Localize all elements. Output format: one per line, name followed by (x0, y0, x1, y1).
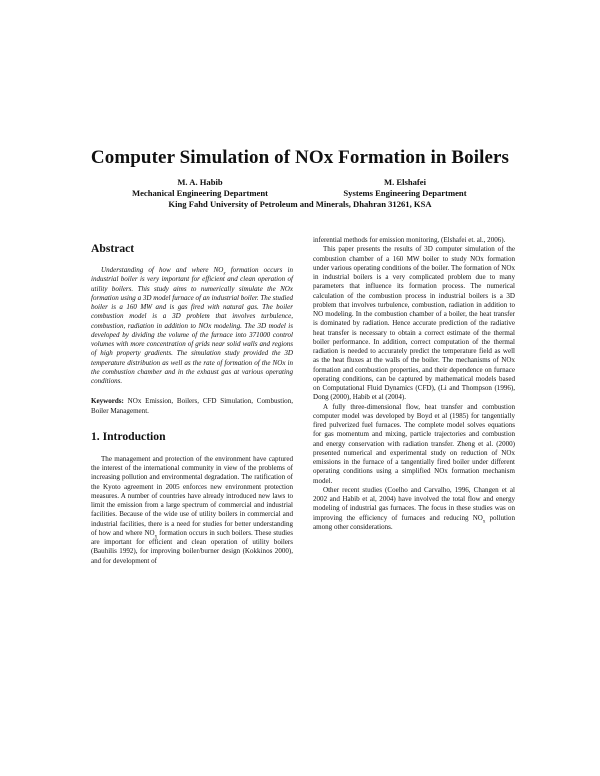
introduction-heading: 1. Introduction (91, 429, 166, 443)
abstract-heading: Abstract (91, 242, 135, 255)
author-department: Systems Engineering Department (343, 188, 467, 198)
institution: King Fahd University of Petroleum and Minerals, Dhahran 31261, KSA (168, 199, 432, 209)
right-paragraph-0: inferential methods for emission monitoring, (Elshafei et. al., 2006). (313, 236, 506, 244)
paper-title: Computer Simulation of NOx Formation in Boilers (90, 147, 510, 168)
keywords-label: Keywords: (91, 397, 124, 406)
right-paragraph-1: This paper presents the results of 3D computer simulation of the combustion chamber of a 160 MW boiler to study NOx formation under various operating conditions of the boiler. The formation of NOx in industrial boilers is a very complicated problem due to many parameters that influence its formation process. The numerical calculation of the combustion process in industrial boilers is a 3D problem that involves turbulence, combustion, radiation in addition to NO modeling. In the combustion chamber of a boiler, the heat transfer is dominated by radiation. Hence accurate prediction of the radiative heat transfer is necessary to obtain a correct estimate of the thermal boiler performance. In addition, correct computation of the thermal radiation is needed to accurately predict the temperature field as well as the heat fluxes at the walls of the boiler. The mechanisms of NOx formation and combustion properties, and their dependence on furnace operating conditions, can be captured by mathematical models based on Computational Fluid Dynamics (CFD), (Li and Thompson (1996), Dong (2000), Habib et al (2004). (313, 245, 515, 402)
keywords (91, 397, 293, 416)
right-column (313, 236, 515, 532)
right-paragraph-2: A fully three-dimensional flow, heat transfer and combustion computer model was developed by Boyd et al (1985) for tangentially fired pulverized fuel furnaces. The complete model solves equations for gas momentum and mixing, particle trajectories and combustion and energy conservation with radiation transfer. Zheng et al. (2000) presented numerical and experimental study on reduction of NOx emissions in the furnace of a tangentially fired boiler under different operating conditions using a simplified NOx formation mechanism model. (313, 402, 515, 485)
keywords-text: NOx Emission, Boilers, CFD Simulation, Combustion, Boiler Management. (91, 397, 293, 415)
right-paragraph-3: Other recent studies (Coelho and Carvalho, 1996, Changen et al 2002 and Habib et al, 2004) have involved the total flow and energy modeling of industrial gas furnaces. The focus in these studies was on improving the efficiency of furnaces and reducing $NO_x$ pollution among other considerations. (313, 485, 515, 531)
left-column (91, 234, 293, 566)
intro-paragraph-1: The management and protection of the environment have captured the interest of the international community in view of the problems of increasing pollution and environmental degradation. The ratification of the Kyoto agreement in 2005 enforces new environment protection measures. A number of countries have already introduced new laws to limit the emission from a large spectrum of commercial and industrial facilities. Because of the wide use of utility boilers in commercial and industrial facilities, there is a need for studies for better understanding of how and where $NO_x$ formation occurs in such boilers. These studies are important for efficient and clean operation of utility boilers (Bauhilis 1992), for improving boiler/burner design (Kokkinos 2000), and for development of (91, 454, 293, 565)
author-department: Mechanical Engineering Department (131, 188, 269, 198)
author-block-2 (300, 177, 510, 199)
author-name: M. A. Habib (177, 177, 223, 187)
author-name: M. Elshafei (383, 177, 426, 187)
author-block-1 (95, 177, 305, 199)
abstract-text: Understanding of how and where $NO_x$ formation occurs in industrial boiler is very important for efficient and clean operation of utility boilers. This study aims to numerically simulate the NOx formation using a 3D model furnace of an industrial boiler. The studied boiler is a 160 MW and is gas fired with natural gas. The boiler combustion model is a 3D problem that involves turbulence, combustion, radiation in addition to NOx modeling. The 3D model is developed by dividing the volume of the furnace into 371000 control volumes with more concentration of grids near solid walls and regions of high property gradients. The simulation study provided the 3D temperature distribution as well as the rate of formation of the NOx in the combustion chamber and in the exhaust gas at various operating conditions. (91, 266, 294, 385)
